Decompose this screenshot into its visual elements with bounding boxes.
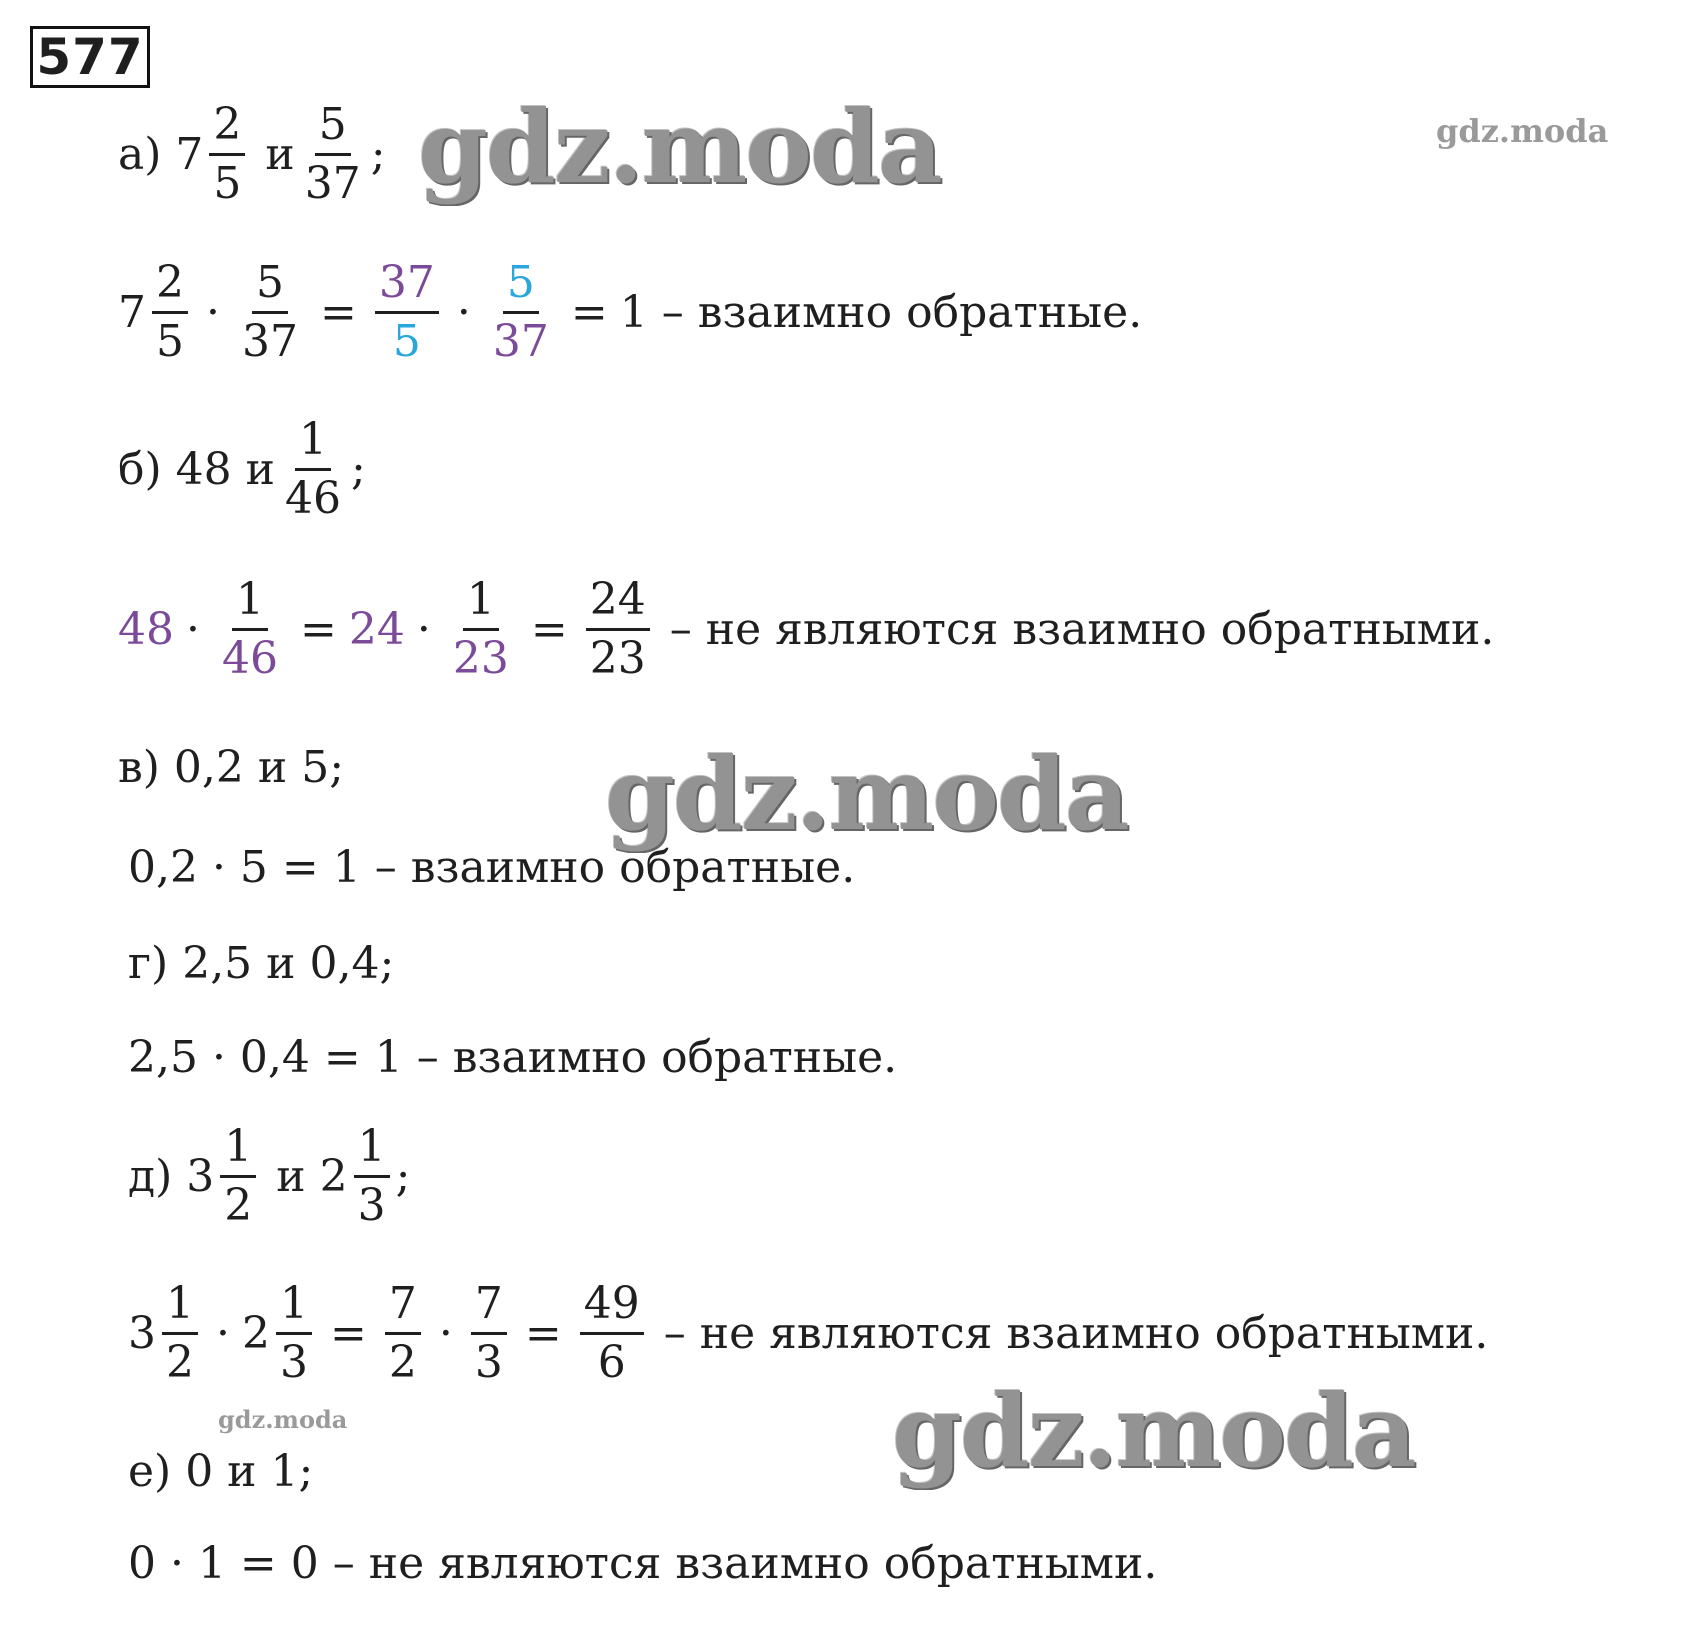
item-a-conj: и xyxy=(265,129,295,180)
item-a-conclusion: – взаимно обратные. xyxy=(661,287,1143,338)
item-a-fraction-2: $\frac{5}{37}$ xyxy=(304,99,361,209)
item-a-calculation: 7 $\frac{2}{5}$ · $\frac{5}{37}$ = $\frac{37}{5}$ · $\frac{5}{37}$ = 1 – взаимно обратные. xyxy=(118,257,1143,367)
item-d-calculation: 3 $\frac{1}{2}$ · 2 $\frac{1}{3}$ = $\frac{7}{2}$ · $\frac{7}{3}$ = $\frac{49}{6}$ – не являются взаимно обратными. xyxy=(128,1278,1489,1388)
item-a-whole: 7 xyxy=(175,129,204,180)
watermark-logo: gdz.moda xyxy=(605,735,1128,853)
item-v-calculation: 0,2 · 5 = 1 – взаимно обратные. xyxy=(128,842,856,893)
item-e-calculation: 0 · 1 = 0 – не являются взаимно обратными. xyxy=(128,1538,1158,1589)
item-d-conclusion: – не являются взаимно обратными. xyxy=(663,1308,1489,1359)
item-a-end: ; xyxy=(370,129,386,180)
item-b-statement: б) 48 и $\frac{1}{46}$ ; xyxy=(118,414,366,524)
item-b-calculation: 48 · $\frac{1}{46}$ = 24 · $\frac{1}{23}$ = $\frac{24}{23}$ – не являются взаимно обратными. xyxy=(118,574,1495,684)
item-d-statement: д) 3 $\frac{1}{2}$ и 2 $\frac{1}{3}$ ; xyxy=(128,1121,411,1231)
item-g-statement: г) 2,5 и 0,4; xyxy=(128,938,395,989)
item-v-statement: в) 0,2 и 5; xyxy=(118,742,345,793)
watermark-logo: gdz.moda xyxy=(1436,112,1609,150)
watermark-logo: gdz.moda xyxy=(218,1405,348,1434)
item-g-calculation: 2,5 · 0,4 = 1 – взаимно обратные. xyxy=(128,1032,898,1083)
watermark-logo: gdz.moda xyxy=(418,88,941,206)
item-e-statement: е) 0 и 1; xyxy=(128,1446,314,1497)
item-b-conclusion: – не являются взаимно обратными. xyxy=(669,604,1495,655)
item-a-statement xyxy=(118,99,386,209)
watermark-logo: gdz.moda xyxy=(892,1372,1415,1490)
item-a-fraction-1: $\frac{2}{5}$ xyxy=(209,103,245,206)
item-a-label: а) xyxy=(118,129,162,180)
task-number: 577 xyxy=(30,26,150,88)
